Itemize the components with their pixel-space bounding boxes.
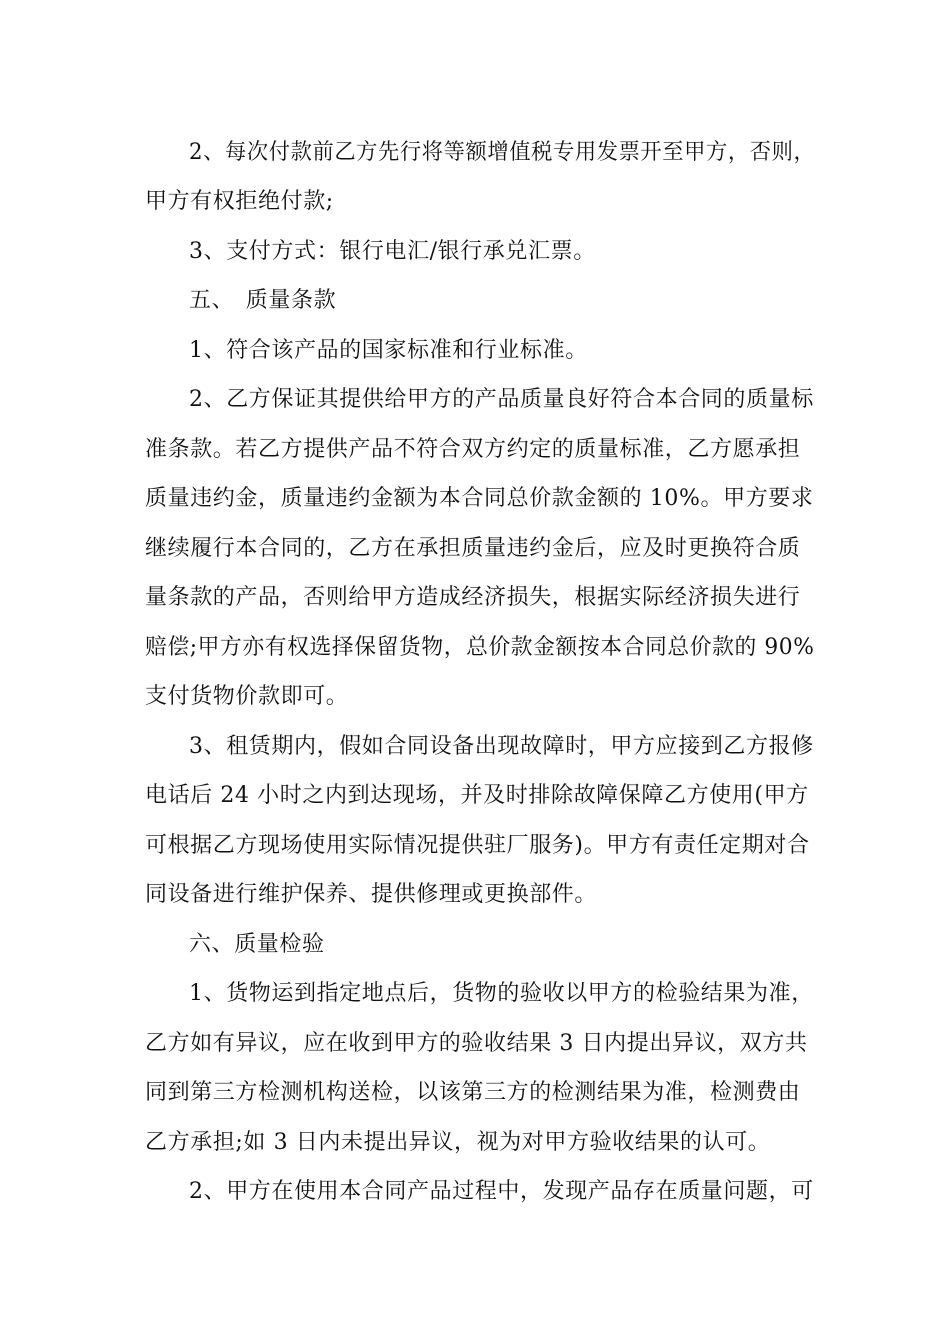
section-heading: 六、质量检验 [189, 932, 325, 957]
paragraph-line: 继续履行本合同的，乙方在承担质量违约金后，应及时更换符合质 [145, 536, 801, 561]
paragraph-line: 3、租赁期内，假如合同设备出现故障时，甲方应接到乙方报修 [189, 734, 814, 759]
paragraph-line: 同到第三方检测机构送检，以该第三方的检测结果为准，检测费由 [145, 1080, 801, 1105]
section-heading: 五、 质量条款 [189, 288, 337, 313]
paragraph-line: 乙方承担;如 3 日内未提出异议，视为对甲方验收结果的认可。 [145, 1130, 771, 1155]
paragraph-line: 甲方有权拒绝付款; [145, 189, 334, 214]
paragraph-line: 电话后 24 小时之内到达现场，并及时排除故障保障乙方使用(甲方 [145, 783, 809, 808]
paragraph-line: 乙方如有异议，应在收到甲方的验收结果 3 日内提出异议，双方共 [145, 1031, 808, 1056]
paragraph-line: 2、甲方在使用本合同产品过程中，发现产品存在质量问题，可 [189, 1179, 814, 1204]
paragraph-line: 支付货物价款即可。 [145, 684, 349, 709]
paragraph-line: 量条款的产品，否则给甲方造成经济损失，根据实际经济损失进行 [145, 585, 801, 610]
paragraph-line: 准条款。若乙方提供产品不符合双方约定的质量标准，乙方愿承担 [145, 437, 801, 462]
paragraph-line: 2、每次付款前乙方先行将等额增值税专用发票开至甲方，否则， [189, 140, 816, 165]
paragraph-line: 同设备进行维护保养、提供修理或更换部件。 [145, 882, 598, 907]
paragraph-line: 赔偿;甲方亦有权选择保留货物，总价款金额按本合同总价款的 90% [145, 635, 815, 660]
paragraph-line: 2、乙方保证其提供给甲方的产品质量良好符合本合同的质量标 [189, 387, 814, 412]
paragraph-line: 质量违约金，质量违约金额为本合同总价款金额的 10%。甲方要求 [145, 486, 814, 511]
paragraph-line: 1、符合该产品的国家标准和行业标准。 [189, 338, 588, 363]
paragraph-line: 3、支付方式：银行电汇/银行承兑汇票。 [189, 239, 596, 264]
paragraph-line: 可根据乙方现场使用实际情况提供驻厂服务)。甲方有责任定期对合 [145, 833, 810, 858]
paragraph-line: 1、货物运到指定地点后，货物的验收以甲方的检验结果为准， [189, 981, 814, 1006]
